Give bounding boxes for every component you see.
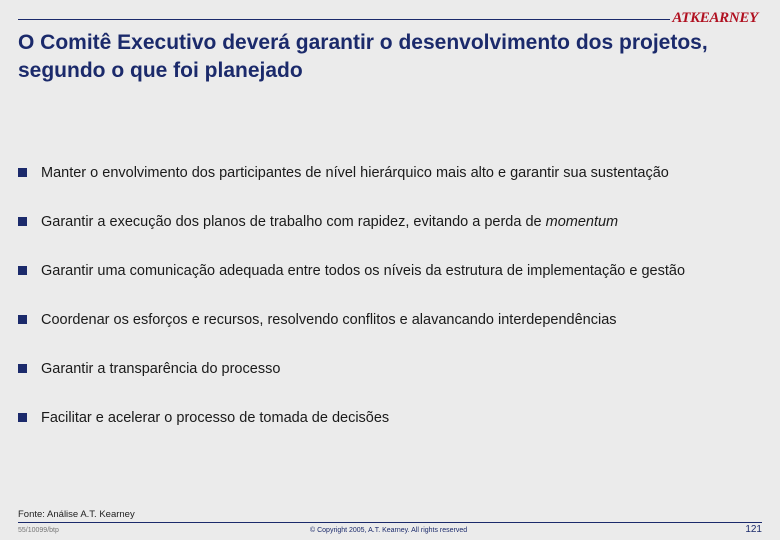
bullet-item	[18, 148, 758, 197]
square-bullet-icon	[18, 217, 27, 226]
bullet-list	[18, 148, 758, 442]
document-code: 55/10099/btp	[18, 527, 59, 534]
bullet-text-emphasis: momentum	[545, 213, 619, 230]
source-note: Fonte: Análise A.T. Kearney	[18, 509, 135, 520]
bullet-text: Manter o envolvimento dos participantes de nível hierárquico mais alto e garantir sua sustentação	[41, 164, 669, 181]
square-bullet-icon	[18, 413, 27, 422]
slide-title: O Comitê Executivo deverá garantir o desenvolvimento dos projetos, segundo o que foi planejado	[18, 31, 708, 82]
copyright-notice: © Copyright 2005, A.T. Kearney. All rights reserved	[310, 527, 468, 534]
bullet-text: Coordenar os esforços e recursos, resolvendo conflitos e alavancando interdependências	[41, 311, 617, 328]
bullet-text-main: Garantir a execução dos planos de trabalho com rapidez, evitando a perda de	[41, 213, 546, 230]
footer-rule	[18, 522, 762, 523]
bullet-item	[18, 295, 758, 344]
bullet-item	[18, 197, 758, 246]
bullet-item	[18, 393, 758, 442]
square-bullet-icon	[18, 266, 27, 275]
square-bullet-icon	[18, 364, 27, 373]
bullet-item	[18, 344, 758, 393]
header-rule	[18, 19, 670, 20]
bullet-text: Garantir uma comunicação adequada entre todos os níveis da estrutura de implementação e gestão	[41, 262, 686, 279]
page-number: 121	[745, 524, 762, 535]
bullet-text: Facilitar e acelerar o processo de tomada de decisões	[41, 409, 390, 426]
square-bullet-icon	[18, 168, 27, 177]
bullet-text: Garantir a transparência do processo	[41, 360, 281, 377]
atkearney-logo: ATKEARNEY	[672, 10, 758, 26]
bullet-text	[41, 214, 618, 230]
square-bullet-icon	[18, 315, 27, 324]
bullet-item	[18, 246, 758, 295]
